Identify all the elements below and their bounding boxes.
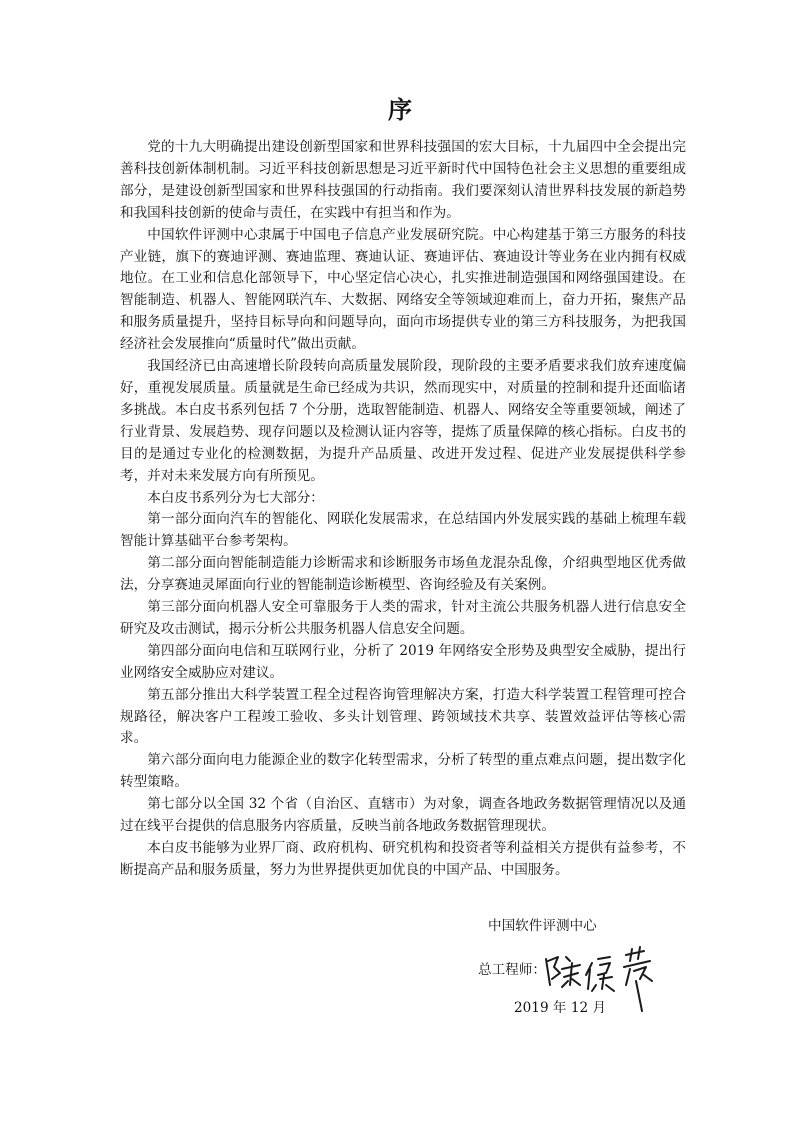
paragraph: 第三部分面向机器人安全可靠服务于人类的需求，针对主流公共服务机器人进行信息安全研究及攻击测试，揭示分析公共服务机器人信息安全问题。	[120, 599, 686, 637]
paragraph: 第五部分推出大科学装置工程全过程咨询管理解决方案，打造大科学装置工程管理可控合规路径，解决客户工程竣工验收、多头计划管理、跨领域技术共享、装置效益评估等核心需求。	[120, 686, 686, 747]
paragraph: 我国经济已由高速增长阶段转向高质量发展阶段，现阶段的主要矛盾要求我们放弃速度偏好，重视发展质量。质量就是生命已经成为共识，然而现实中，对质量的控制和提升还面临诸多挑战。本白皮书系列包括 7 个分册，选取智能制造、机器人、网络安全等重要领域，阐述了行业背景、发展趋势、现存问题以及检测认证内容等，提炼了质量保障的核心指标。白皮书的目的是通过专业化的检测数据，为提升产品质量、改进开发过程、促进产业发展提供科学参考，并对未来发展方向有所预见。	[120, 358, 686, 484]
paragraph: 第六部分面向电力能源企业的数字化转型需求，分析了转型的重点难点问题，提出数字化转型策略。	[120, 752, 686, 791]
paragraph: 第四部分面向电信和互联网行业，分析了 2019 年网络安全形势及典型安全威胁，提出行业网络安全威胁应对建议。	[120, 642, 686, 681]
paragraph: 本白皮书系列分为七大部分：	[147, 489, 324, 506]
signature-date: 2019 年 12 月	[514, 1000, 607, 1016]
paragraph: 本白皮书能够为业界厂商、政府机构、研究机构和投资者等利益相关方提供有益参考，不断提高产品和服务质量，努力为世界提供更加优良的中国产品、中国服务。	[120, 840, 686, 878]
signature-role-label: 总工程师：	[478, 962, 546, 978]
paragraph: 第一部分面向汽车的智能化、网联化发展需求，在总结国内外发展实践的基础上梳理车载智能计算基础平台参考架构。	[120, 511, 686, 550]
preface-body	[120, 137, 686, 882]
signature-organization: 中国软件评测中心	[488, 918, 597, 934]
paragraph: 中国软件评测中心隶属于中国电子信息产业发展研究院。中心构建基于第三方服务的科技产业链，旗下的赛迪评测、赛迪监理、赛迪认证、赛迪评估、赛迪设计等业务在业内拥有权威地位。在工业和信息化部领导下，中心坚定信心决心，扎实推进制造强国和网络强国建设。在智能制造、机器人、智能网联汽车、大数据、网络安全等领域迎难而上，奋力开拓，聚焦产品和服务质量提升，坚持目标导向和问题导向，面向市场提供专业的第三方科技服务，为把我国经济社会发展推向“质量时代”做出贡献。	[120, 226, 686, 353]
paragraph: 第七部分以全国 32 个省（自治区、直辖市）为对象，调查各地政务数据管理情况以及通过在线平台提供的信息服务内容质量，反映当前各地政务数据管理现状。	[120, 796, 686, 835]
page-title: 序	[388, 95, 412, 124]
paragraph: 第二部分面向智能制造能力诊断需求和诊断服务市场鱼龙混杂乱像，介绍典型地区优秀做法，分享赛迪灵犀面向行业的智能制造诊断模型、咨询经验及有关案例。	[120, 555, 686, 594]
paragraph: 党的十九大明确提出建设创新型国家和世界科技强国的宏大目标，十九届四中全会提出完善科技创新体制机制。习近平科技创新思想是习近平新时代中国特色社会主义思想的重要组成部分，是建设创新型国家和世界科技强国的行动指南。我们要深刻认清世界科技发展的新趋势和我国科技创新的使命与责任，在实践中有担当和作为。	[120, 139, 686, 221]
